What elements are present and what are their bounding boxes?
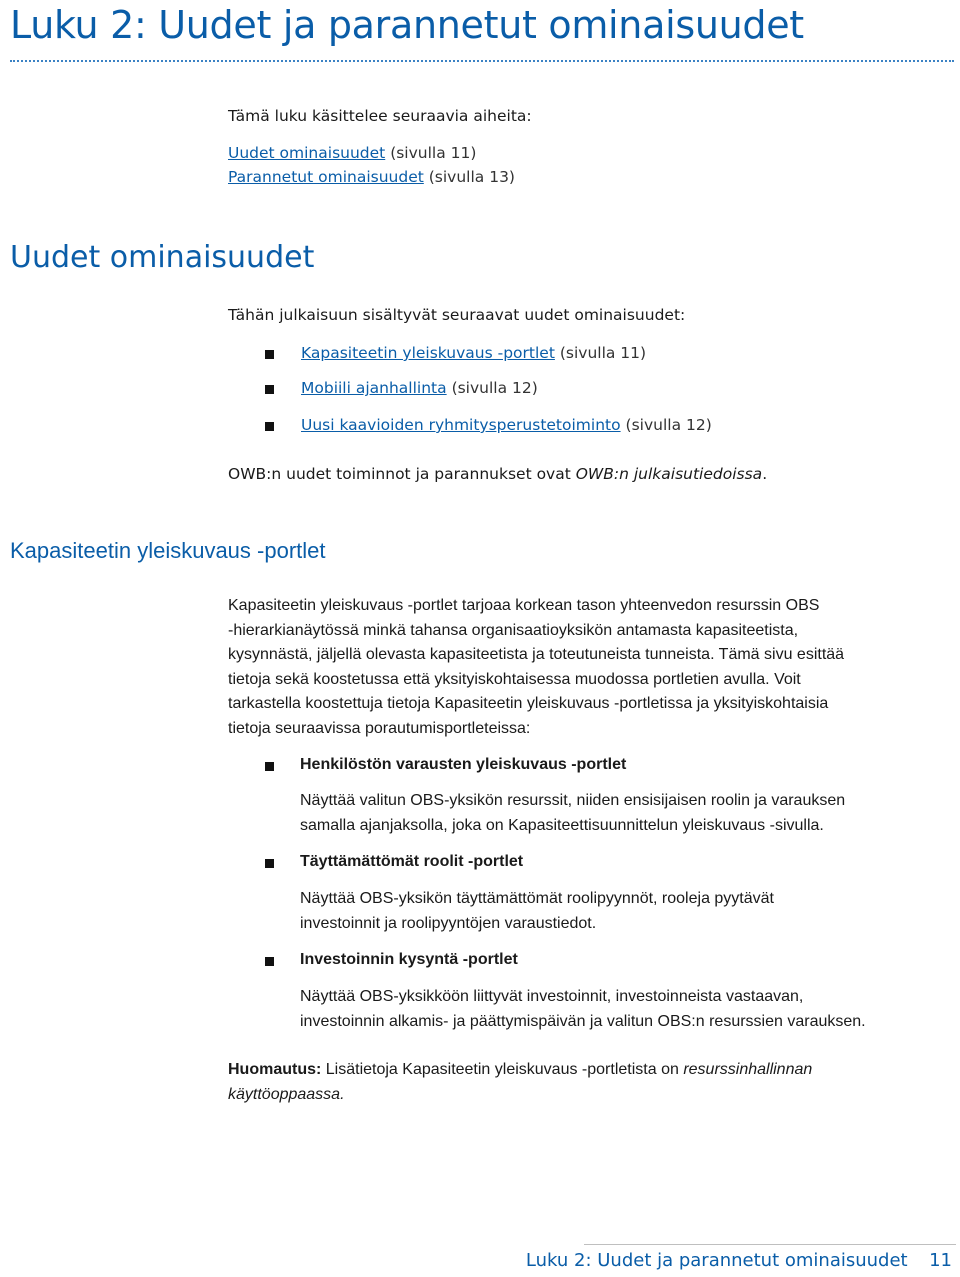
note-label: Huomautus:: [228, 1061, 322, 1078]
desc-line: investoinnin alkamis- ja päättymispäivän ja valitun OBS:n resurssien varauksen.: [300, 1012, 866, 1030]
section-lead: Tähän julkaisuun sisältyvät seuraavat uudet ominaisuudet:: [228, 306, 686, 324]
paragraph-line: -hierarkianäytössä minkä tahansa organisaatioyksikön antamasta kapasiteetista,: [228, 621, 799, 639]
portlet-desc-staffing: [300, 789, 950, 838]
toc-page-ref: (sivulla 11): [390, 144, 477, 162]
note: [228, 1058, 948, 1107]
desc-line: samalla ajanjaksolla, joka on Kapasiteettisuunnittelun yleiskuvaus -sivulla.: [300, 816, 824, 834]
chapter-title: Luku 2: Uudet ja parannetut ominaisuudet: [10, 3, 804, 47]
intro-text: Tämä luku käsittelee seuraavia aiheita:: [228, 107, 532, 125]
paragraph-line: Kapasiteetin yleiskuvaus -portlet tarjoaa korkean tason yhteenvedon resurssin OBS: [228, 597, 820, 614]
title-rule: [10, 60, 954, 62]
note-text: Lisätietoja Kapasiteetin yleiskuvaus -portletista on: [321, 1061, 684, 1078]
release-note: [228, 462, 767, 486]
note-ref-2: käyttöoppaassa.: [228, 1085, 345, 1103]
note-ref-1: resurssinhallinnan: [683, 1061, 813, 1078]
bullet-icon: [265, 762, 274, 771]
toc-link-improved-features[interactable]: Parannetut ominaisuudet: [228, 168, 424, 186]
portlet-title-unfilled-roles: Täyttämättömät roolit -portlet: [300, 853, 524, 870]
page-ref: (sivulla 12): [451, 379, 538, 397]
capacity-paragraph: [228, 594, 948, 741]
desc-line: Näyttää OBS-yksikköön liittyvät investoinnit, investoinneista vastaavan,: [300, 988, 804, 1005]
note-line: [228, 1058, 948, 1083]
release-note-ref: OWB:n julkaisutiedoissa: [575, 465, 763, 483]
toc-item: [228, 141, 476, 165]
section-heading-capacity-portlet: Kapasiteetin yleiskuvaus -portlet: [10, 538, 326, 563]
page-ref: (sivulla 12): [625, 416, 712, 434]
section-heading-new-features: Uudet ominaisuudet: [10, 240, 315, 275]
list-item: [301, 376, 538, 400]
desc-line: investoinnit ja roolipyyntöjen varaustiedot.: [300, 914, 597, 932]
release-note-text: OWB:n uudet toiminnot ja parannukset ovat: [228, 465, 576, 483]
bullet-icon: [265, 385, 274, 394]
footer-chapter: Luku 2: Uudet ja parannetut ominaisuudet: [525, 1250, 908, 1271]
paragraph-line: tietoja sekä koostetussa että yksityiskohtaisessa muodossa portletien avulla. Voit: [228, 670, 801, 688]
paragraph-line: tietoja seuraavissa porautumisportleteissa:: [228, 719, 531, 737]
toc-link-new-features[interactable]: Uudet ominaisuudet: [228, 144, 386, 162]
paragraph-line: kysynnästä, jäljellä olevasta kapasiteetista ja toteutuneista tunneista. Tämä sivu esittää: [228, 646, 845, 663]
link-mobile-time[interactable]: Mobiili ajanhallinta: [301, 379, 447, 397]
desc-line: Näyttää OBS-yksikön täyttämättömät roolipyynnöt, rooleja pyytävät: [300, 890, 774, 907]
page-ref: (sivulla 11): [559, 344, 647, 362]
link-capacity-portlet[interactable]: Kapasiteetin yleiskuvaus -portlet: [301, 344, 555, 362]
portlet-desc-investment-demand: [300, 985, 950, 1034]
paragraph-line: tarkastella koostettuja tietoja Kapasiteetin yleiskuvaus -portletissa ja yksityiskohtaisia: [228, 695, 829, 712]
toc-item: [228, 165, 515, 189]
page-footer: [526, 1250, 952, 1271]
portlet-title-investment-demand: Investoinnin kysyntä -portlet: [300, 951, 518, 968]
bullet-icon: [265, 859, 274, 868]
bullet-icon: [265, 422, 274, 431]
note-line: [228, 1083, 948, 1108]
portlet-title-staffing: Henkilöstön varausten yleiskuvaus -portlet: [300, 756, 627, 773]
list-item: [301, 413, 712, 437]
release-note-end: .: [762, 465, 768, 483]
bullet-icon: [265, 957, 274, 966]
list-item: [301, 341, 646, 365]
toc-page-ref: (sivulla 13): [428, 168, 515, 186]
page-number: 11: [929, 1250, 952, 1271]
footer-rule: [584, 1244, 956, 1245]
desc-line: Näyttää valitun OBS-yksikön resurssit, niiden ensisijaisen roolin ja varauksen: [300, 792, 846, 809]
bullet-icon: [265, 350, 274, 359]
link-chart-grouping[interactable]: Uusi kaavioiden ryhmitysperustetoiminto: [301, 416, 621, 434]
portlet-desc-unfilled-roles: [300, 887, 950, 936]
